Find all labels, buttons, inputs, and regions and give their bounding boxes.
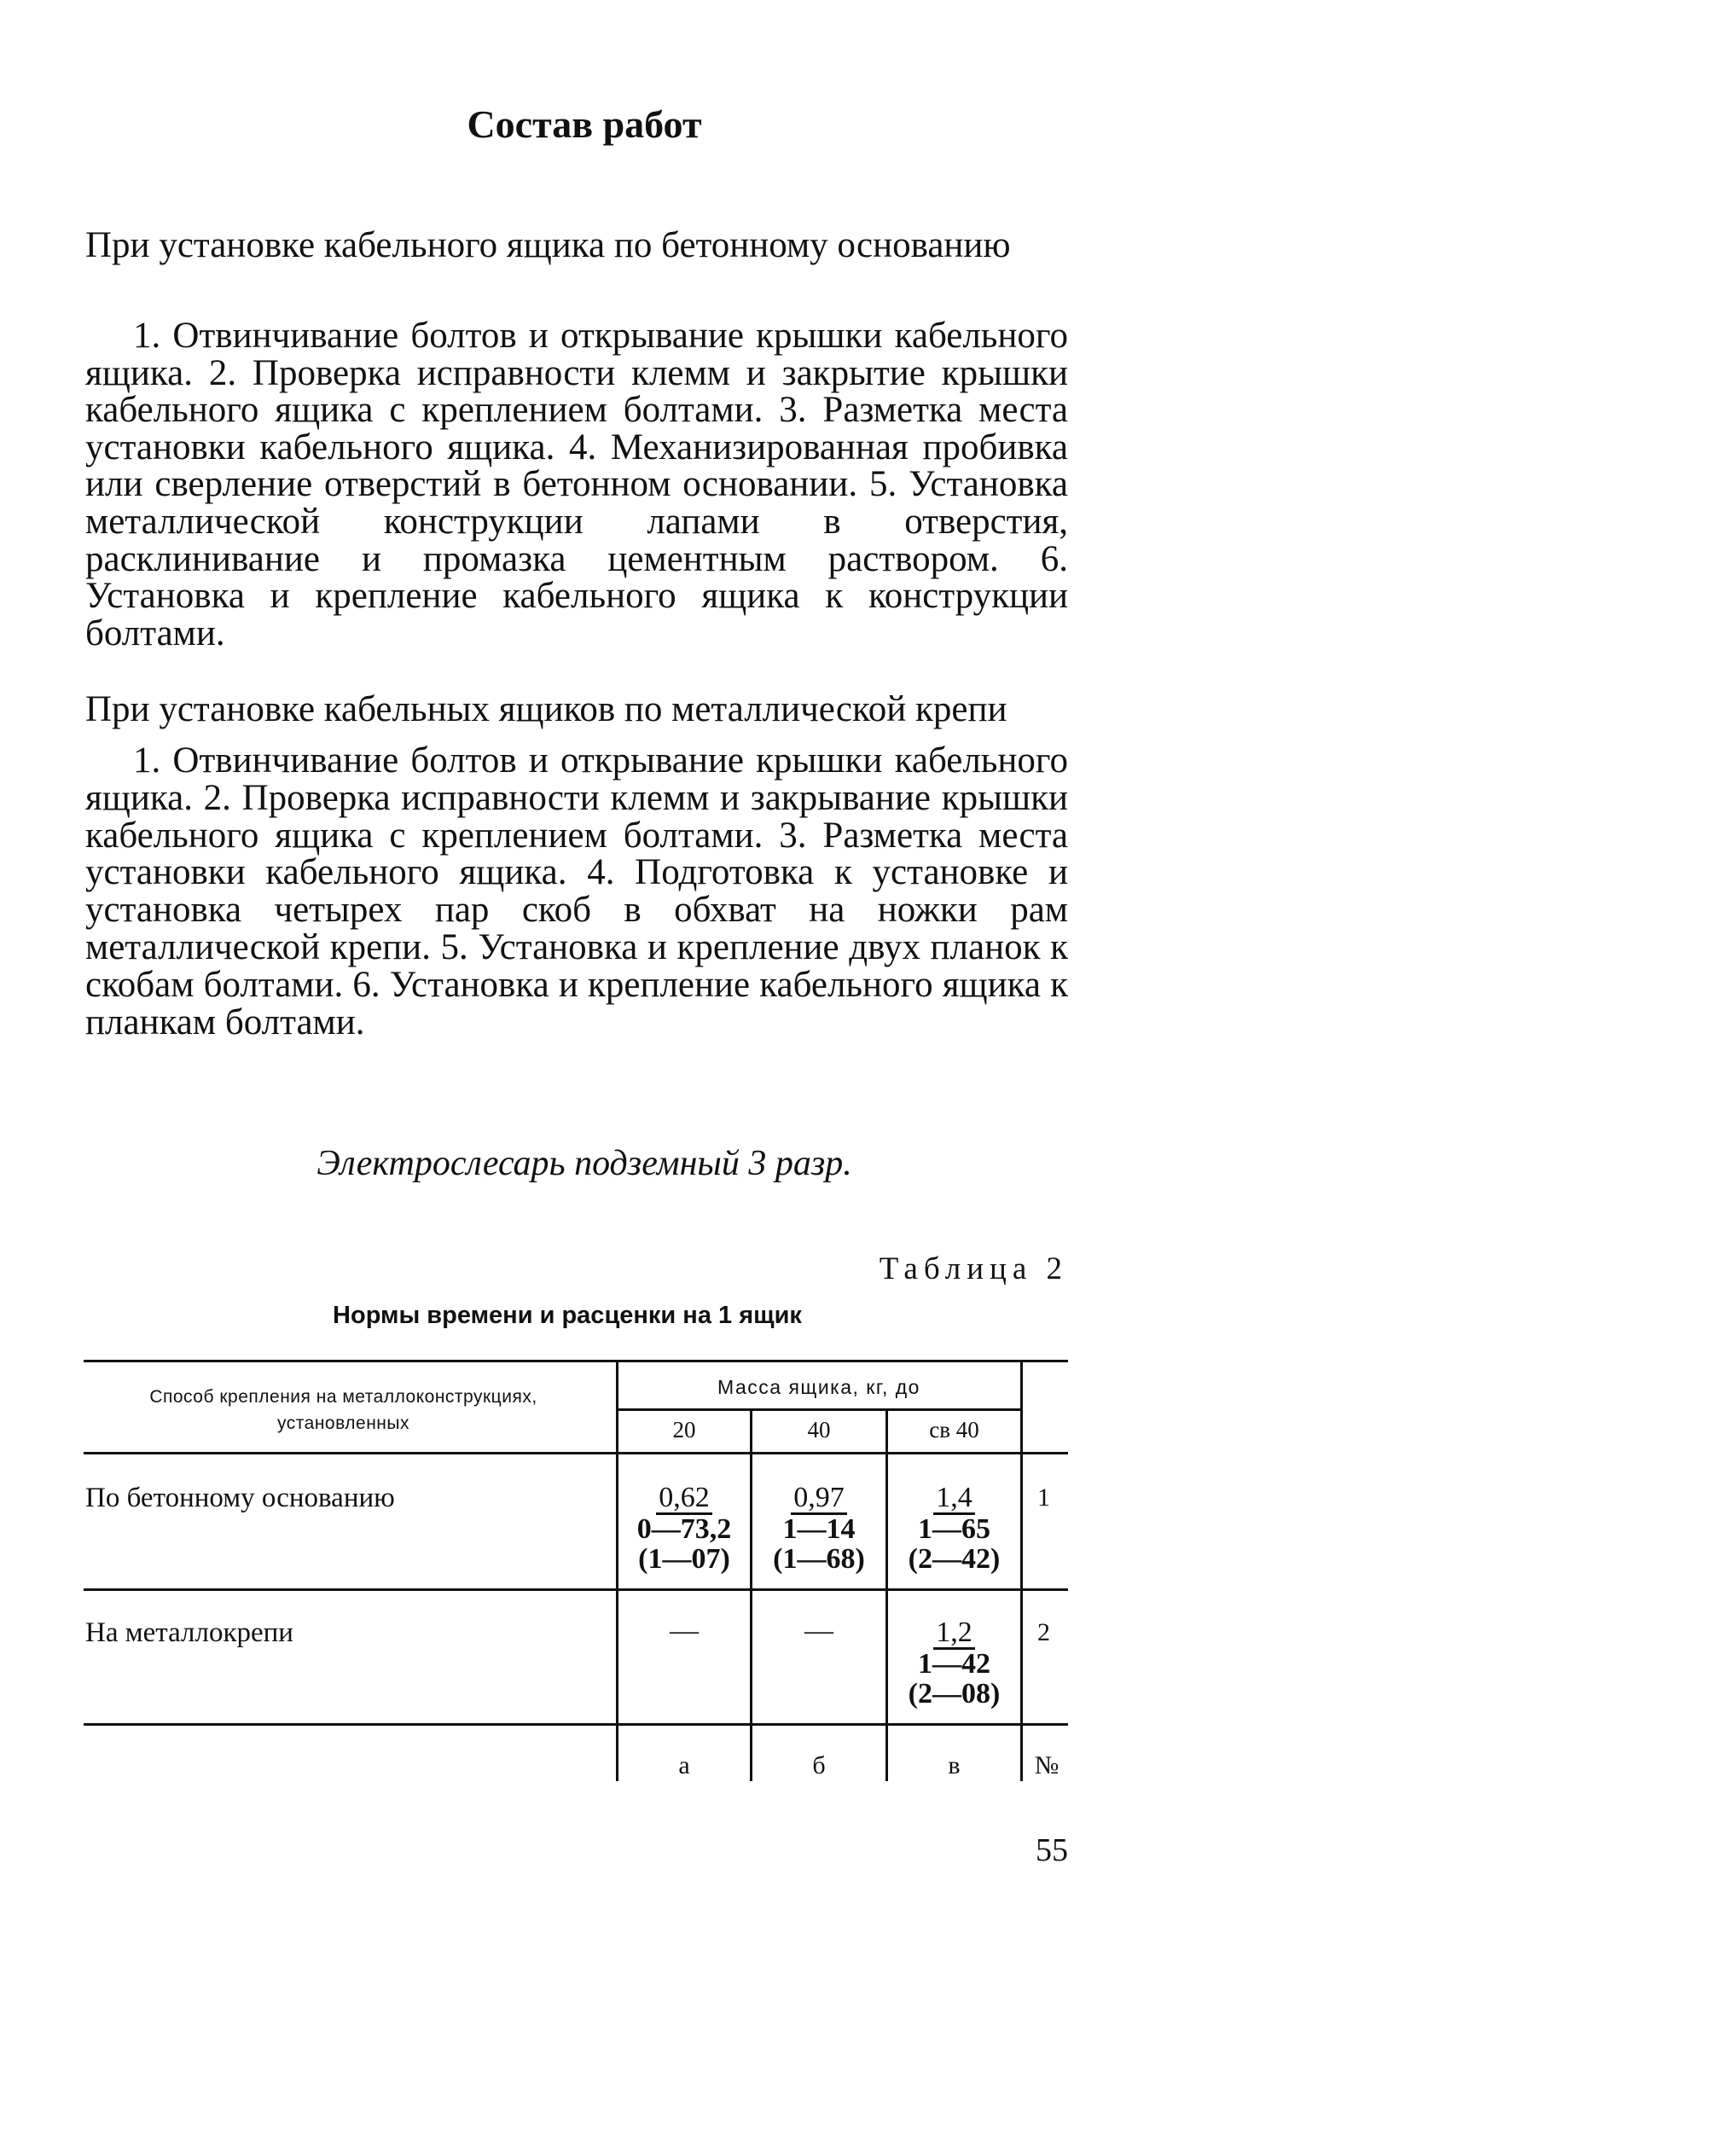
row-label-concrete: По бетонному основанию: [85, 1483, 395, 1513]
rate-value: 0—73,2: [636, 1513, 732, 1545]
table-cell-metal-20: —: [670, 1615, 699, 1646]
mass-subheader-rule: [618, 1408, 1022, 1411]
row-number-1: 1: [1037, 1483, 1050, 1512]
method-column-header: Способ крепления на металлоконструкциях, установленных: [149, 1387, 537, 1433]
rate-value: 1—14: [782, 1513, 856, 1545]
mass-col-over-40: св 40: [929, 1417, 979, 1443]
rate-alt-value: (2—08): [908, 1678, 1001, 1710]
norm-value: 0,97: [791, 1484, 847, 1515]
page-number: 55: [1036, 1832, 1068, 1868]
column-letter-b: б: [812, 1751, 826, 1779]
row1-bottom-rule: [84, 1588, 1068, 1591]
section-text-concrete: 1. Отвинчивание болтов и открывание крышки кабельного ящика. 2. Проверка исправности клемм и закрытие крышки кабельного ящика с креплением болтами. 3. Разметка места установки кабельного ящика. 4. Механизированная пробивка или сверление отверстий в бетонном основании. 5. Установка металлической конструкции лапами в отверстия, расклинивание и промазка цементным раствором. 6. Установка и крепление кабельного ящика к конструкции болтами.: [85, 316, 1068, 653]
column-letter-a: а: [678, 1751, 690, 1779]
table-cell-metal-40: —: [804, 1615, 833, 1646]
rate-alt-value: (1—68): [773, 1543, 865, 1575]
section-title-metal: При установке кабельных ящиков по металлической крепи: [85, 689, 1007, 729]
row-label-metal: На металлокрепи: [85, 1617, 293, 1648]
table-cell-concrete-over-40: [888, 1483, 1020, 1576]
table-divider-c: [1020, 1360, 1023, 1781]
rate-value: 1—65: [918, 1513, 990, 1545]
table-top-rule: [84, 1360, 1068, 1362]
norm-value: 1,4: [933, 1484, 975, 1515]
mass-column-header: Масса ящика, кг, до: [717, 1376, 920, 1398]
table-label: Таблица 2: [879, 1251, 1068, 1286]
mass-col-20: 20: [672, 1417, 696, 1443]
table-cell-concrete-20: [618, 1483, 750, 1576]
norm-value: 0,62: [656, 1484, 712, 1515]
rate-value: 1—42: [918, 1648, 990, 1680]
column-letter-v: в: [948, 1751, 961, 1779]
header-bottom-rule: [84, 1452, 1068, 1454]
table-divider-b: [885, 1408, 888, 1781]
row2-bottom-rule: [84, 1723, 1068, 1726]
rate-alt-value: (2—42): [908, 1543, 1001, 1575]
section-text-metal: 1. Отвинчивание болтов и открывание крышки кабельного ящика. 2. Проверка исправности клемм и закрывание крышки кабельного ящика с креплением болтами. 3. Разметка места установки кабельного ящика. 4. Подготовка к установке и установка четырех пар скоб в обхват на ножки рам металлической крепи. 5. Установка и крепление двух планок к скобам болтами. 6. Установка и крепление кабельного ящика к планкам болтами.: [85, 740, 1068, 1042]
table-divider-a: [750, 1408, 752, 1781]
column-number-sign: №: [1034, 1751, 1060, 1779]
page-heading: Состав работ: [467, 102, 702, 146]
row-number-2: 2: [1037, 1618, 1050, 1646]
worker-qualification: Электрослесарь подземный 3 разр.: [316, 1144, 852, 1183]
mass-col-40: 40: [807, 1417, 831, 1443]
section-title-concrete: При установке кабельного ящика по бетонному основанию: [85, 225, 1011, 265]
table-cell-metal-over-40: [888, 1617, 1020, 1710]
rate-alt-value: (1—07): [638, 1543, 730, 1575]
table-title: Нормы времени и расценки на 1 ящик: [333, 1302, 802, 1329]
table-cell-concrete-40: [752, 1483, 885, 1576]
norm-value: 1,2: [933, 1619, 975, 1650]
